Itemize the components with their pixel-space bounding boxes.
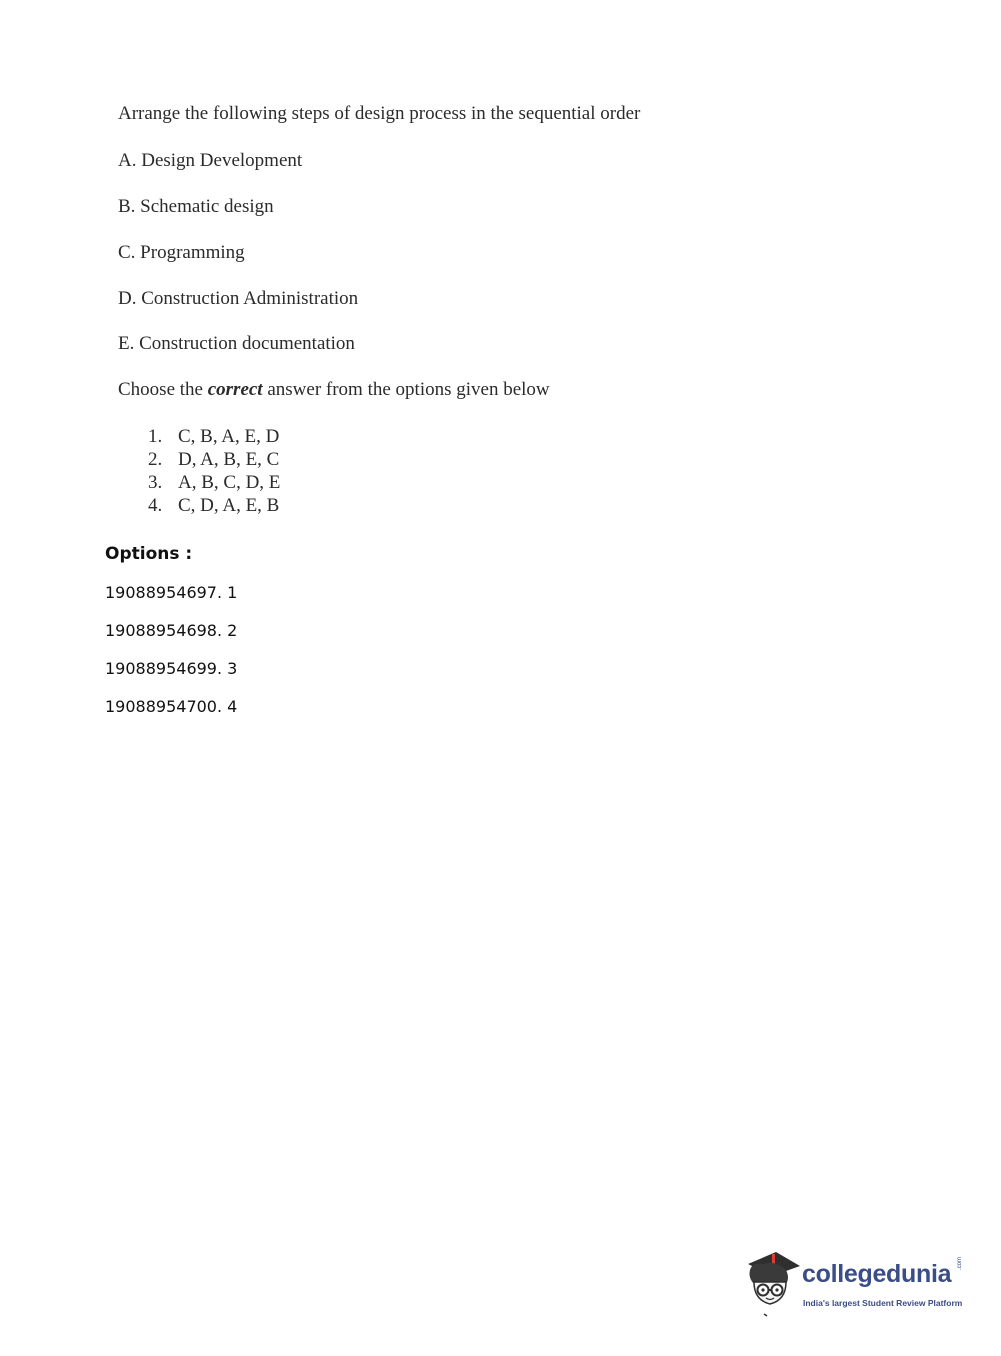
answer-text: C, D, A, E, B [178, 495, 280, 516]
option-item: 19088954700. 4 [105, 697, 238, 716]
instruction-pre: Choose the [118, 379, 208, 400]
answer-text: D, A, B, E, C [178, 449, 280, 470]
answer-text: C, B, A, E, D [178, 426, 280, 447]
options-heading: Options : [105, 544, 193, 564]
step-item-e: E. Construction documentation [118, 333, 355, 354]
logo-tagline: India's largest Student Review Platform [803, 1298, 963, 1308]
instruction-post: answer from the options given below [262, 379, 550, 400]
instruction-emphasis: correct [207, 379, 263, 400]
step-item-b: B. Schematic design [118, 196, 274, 217]
answer-number: 4. [148, 495, 163, 516]
mascot-icon [742, 1248, 804, 1320]
answer-number: 3. [148, 472, 163, 493]
answer-number: 2. [148, 449, 163, 470]
step-item-a: A. Design Development [118, 150, 303, 171]
logo-suffix: .com [957, 1256, 963, 1270]
answer-row [148, 494, 280, 517]
question-stem: Arrange the following steps of design process in the sequential order [118, 103, 641, 124]
option-item: 19088954698. 2 [105, 621, 238, 640]
answer-text: A, B, C, D, E [178, 472, 281, 493]
answer-row [148, 471, 280, 494]
instruction-text [118, 379, 550, 401]
answer-row [148, 448, 280, 471]
answer-row [148, 425, 280, 448]
logo-brand: collegedunia [802, 1260, 952, 1288]
answer-number: 1. [148, 426, 163, 447]
step-item-d: D. Construction Administration [118, 288, 359, 309]
option-item: 19088954697. 1 [105, 583, 238, 602]
option-item: 19088954699. 3 [105, 659, 238, 678]
step-item-c: C. Programming [118, 242, 245, 263]
collegedunia-logo [742, 1248, 970, 1320]
answer-list [148, 425, 280, 517]
